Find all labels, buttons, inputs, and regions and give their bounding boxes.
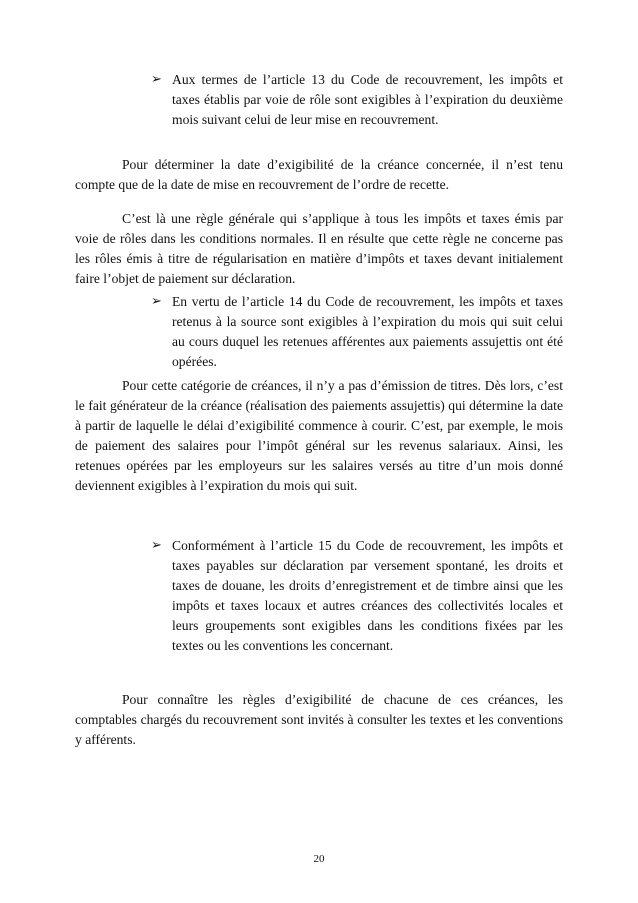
paragraph-regle-generale: C’est là une règle générale qui s’applique à tous les impôts et taxes émis par voie de rôles dans les conditions normales. Il en résulte que cette règle ne concerne pas les rôles émis à titre de régularisation en matière d’impôts et taxes devant initialement faire l’objet de paiement sur déclaration. bbox=[75, 211, 563, 286]
arrow-bullet-icon: ➢ bbox=[151, 294, 162, 309]
bullet-text: En vertu de l’article 14 du Code de recouvrement, les impôts et taxes retenus à la source sont exigibles à l’expiration du mois qui suit celui au cours duquel les retenues afférentes aux paiements assujettis ont été opérées. bbox=[172, 294, 563, 369]
bullet-article-13 bbox=[150, 70, 563, 130]
paragraph-date-exigibilite: Pour déterminer la date d’exigibilité de la créance concernée, il n’est tenu compte que de la date de mise en recouvrement de l’ordre de recette. bbox=[75, 157, 563, 192]
bullet-text: Conformément à l’article 15 du Code de recouvrement, les impôts et taxes payables sur déclaration par versement spontané, les droits et taxes de douane, les droits d’enregistrement et de timbre ainsi que les impôts et taxes locaux et autres créances des collectivités locales et leurs groupements sont exigibles dans les conditions fixées par les textes ou les conventions les concernant. bbox=[172, 538, 563, 653]
arrow-bullet-icon: ➢ bbox=[151, 72, 162, 87]
paragraph-regles-exigibilite: Pour connaître les règles d’exigibilité de chacune de ces créances, les comptables chargés du recouvrement sont invités à consulter les textes et les conventions y afférents. bbox=[75, 692, 563, 747]
paragraph-categorie-creances: Pour cette catégorie de créances, il n’y a pas d’émission de titres. Dès lors, c’est le fait générateur de la créance (réalisation des paiements assujettis) qui détermine la date à partir de laquelle le délai d’exigibilité commence à courir. C’est, par exemple, le mois de paiement des salaires pour l’impôt général sur les revenus salariaux. Ainsi, les retenues opérées par les employeurs sur les salaires versés au titre d’un mois donné deviennent exigibles à l’expiration du mois qui suit. bbox=[75, 378, 563, 493]
bullet-text: Aux termes de l’article 13 du Code de recouvrement, les impôts et taxes établis par voie de rôle sont exigibles à l’expiration du deuxième mois suivant celui de leur mise en recouvrement. bbox=[172, 72, 563, 127]
page-number: 20 bbox=[313, 853, 325, 865]
bullet-article-14 bbox=[150, 292, 563, 372]
arrow-bullet-icon: ➢ bbox=[151, 538, 162, 553]
bullet-article-15 bbox=[150, 536, 563, 656]
